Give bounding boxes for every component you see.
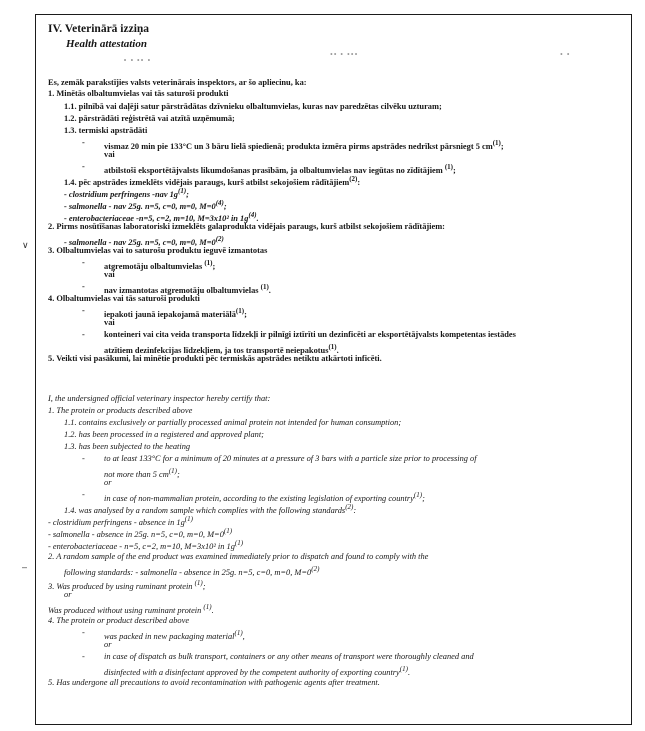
lv-item-1-1: 1.1. pilnībā vai daļēji satur pārstrādātas dzīvnieku olbaltumvielas, kuras nav paredzētas cilvēku uzturam; [64, 102, 442, 111]
en-item-1-4c: - enterobacteriaceae - n=5, c=2, m=10, M=3x10² in $1g^{(1)}$ [48, 539, 244, 551]
lv-dash: - [82, 282, 85, 291]
lv-item-3a: atgremotāju olbaltumvielas $^{(1)}$; [104, 259, 216, 271]
en-intro: I, the undersigned official veterinary inspector hereby certify that: [48, 394, 271, 403]
lv-item-1-4a: - clostridium perfringens -nav $1g^{(1)}$; [64, 187, 189, 199]
en-or-1: or [104, 478, 112, 487]
section-title: IV. Veterinārā izziņa [48, 23, 150, 35]
lv-item-1-4b: - salmonella - nav 25g. n=5, c=0, m=0, $M=0^{(4)}$; [64, 199, 227, 211]
en-item-1-3a-line-1: to at least 133°C for a minimum of 20 minutes at a pressure of 3 bars with a particle size prior to processing of [104, 454, 477, 463]
en-item-3: 3. Was produced by using ruminant protein $^{(1)}$; [48, 579, 206, 591]
lv-item-4a: iepakoti jaunā iepakojamā materiālā$^{(1)}$; [104, 307, 247, 319]
lv-or-1: vai [104, 150, 115, 159]
lv-or-2: vai [104, 270, 115, 279]
en-item-4b-line-1: in case of dispatch as bulk transport, containers or any other means of transport were thoroughly cleaned and [104, 652, 474, 661]
lv-item-4: 4. Olbaltumvielas vai tās saturoši produkti [48, 294, 200, 303]
lv-dash: - [82, 258, 85, 267]
lv-item-2: 2. Pirms nosūtīšanas laboratoriski izmeklēts galaprodukta vidējais paraugs, kurš atbilst sekojošiem rādītājiem: [48, 222, 445, 231]
lv-dash: - [82, 330, 85, 339]
lv-or-3: vai [104, 318, 115, 327]
en-or-3: or [104, 640, 112, 649]
lv-item-1-3a: vismaz 20 min pie 133°C un 3 bāru lielā spiedienā; produkta izmēra pirms apstrādes nedrīkst pārsniegt 5 $cm^{(1)}$; [104, 139, 504, 151]
en-dash: - [82, 490, 85, 499]
en-item-4a: was packed in new packaging material$^{(1)}$, [104, 629, 245, 641]
lv-item-1: 1. Minētās olbaltumvielas vai tās saturoši produkti [48, 89, 229, 98]
lv-item-4b-line-2: atzītiem dezinfekcijas līdzekļiem, ja tos transportē neiepakotus$^{(1)}$. [104, 343, 339, 355]
en-item-2-line-1: 2. A random sample of the end product was examined immediately prior to dispatch and found to comply with the [48, 552, 429, 561]
bleed-through-text: • • •• • [122, 56, 152, 65]
en-item-1-3: 1.3. has been subjected to the heating [64, 442, 191, 451]
margin-mark: – [22, 562, 28, 572]
lv-item-5: 5. Veikti visi pasākumi, lai minētie produkti pēc termiskās apstrādes netiktu atkārtoti inficēti. [48, 354, 382, 363]
lv-item-1-3b: atbilstoši eksportētājvalsts likumdošanas prasībām, ja olbaltumvielas nav iegūtas no zīdītājiem $^{(1)}$; [104, 163, 456, 175]
en-item-3b: Was produced without using ruminant protein $^{(1)}$. [48, 603, 214, 615]
en-item-4b-line-2: disinfected with a disinfectant approved by the competent authority of exporting country$^{(1)}$. [104, 665, 411, 677]
en-item-1-4: 1.4. was analysed by a random sample which complies with the following standards$^{(2)}$: [64, 503, 357, 515]
en-item-1-3a-line-2: not more than 5 $cm^{(1)}$; [104, 467, 180, 479]
en-item-2-line-2: following standards: - salmonella - absence in 25g. n=5, c=0, m=0, $M=0^{(2)}$ [64, 565, 320, 577]
en-dash: - [82, 652, 85, 661]
margin-mark: ∨ [22, 240, 29, 250]
bleed-through-text: •• • ••• [330, 50, 359, 59]
en-item-5: 5. Has undergone all precautions to avoid recontamination with pathogenic agents after treatment. [48, 678, 380, 687]
lv-dash: - [82, 306, 85, 315]
lv-item-1-4: 1.4. pēc apstrādes izmeklēts vidējais paraugs, kurš atbilst sekojošiem rādītājiem$^{(2)}$: [64, 175, 361, 187]
en-item-1-1: 1.1. contains exclusively or partially processed animal protein not intended for human consumption; [64, 418, 402, 427]
lv-intro: Es, zemāk parakstījies valsts veterinārais inspektors, ar šo apliecinu, ka: [48, 78, 307, 87]
en-item-1-3b: in case of non-mammalian protein, according to the existing legislation of exporting country$^{(1)}$; [104, 491, 425, 503]
lv-item-1-4c: - enterobacteriaceae -n=5, c=2, m=10, M=3x10² in $1g^{(4)}$. [64, 211, 259, 223]
section-subtitle: Health attestation [66, 38, 147, 50]
en-item-4: 4. The protein or product described above [48, 616, 190, 625]
en-item-1-4b: - salmonella - absence in 25g. n=5, c=0, m=0, $M=0^{(1)}$ [48, 527, 233, 539]
lv-item-4b-line-1: konteineri vai cita veida transporta līdzekļi ir pilnīgi iztīrīti un dezinficēti ar eksportētājvalsts kompetentas iestādes [104, 330, 516, 339]
lv-item-1-2: 1.2. pārstrādāti reģistrētā vai atzītā uzņēmumā; [64, 114, 235, 123]
en-dash: - [82, 628, 85, 637]
en-item-1-4a: - clostridium perfringens - absence in $1g^{(1)}$ [48, 515, 193, 527]
lv-item-1-3: 1.3. termiski apstrādāti [64, 126, 148, 135]
lv-item-3: 3. Olbaltumvielas vai to saturošu produktu ieguvē izmantotas [48, 246, 268, 255]
en-or-2: or [64, 590, 72, 599]
bleed-through-text: • • [560, 50, 571, 59]
lv-item-3b: nav izmantotas atgremotāju olbaltumvielas $^{(1)}$. [104, 283, 271, 295]
en-dash: - [82, 454, 85, 463]
en-item-1: 1. The protein or products described above [48, 406, 193, 415]
lv-item-2a: - salmonella - nav 25g. n=5, c=0, m=0, $M=0^{(2)}$ [64, 235, 224, 247]
lv-dash: - [82, 138, 85, 147]
lv-dash: - [82, 162, 85, 171]
en-item-1-2: 1.2. has been processed in a registered and approved plant; [64, 430, 264, 439]
